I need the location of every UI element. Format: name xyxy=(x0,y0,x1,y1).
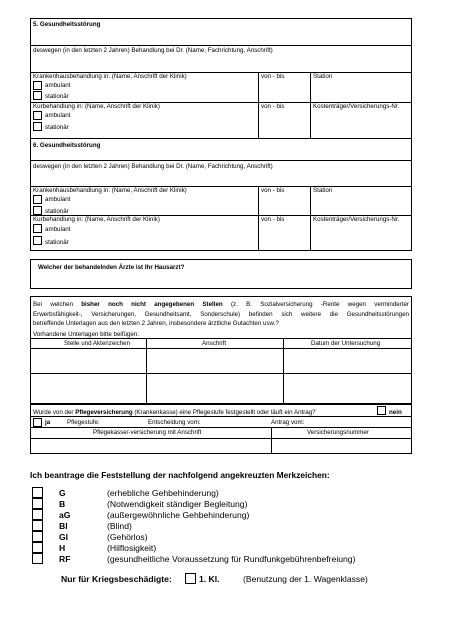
pflege-nein-checkbox[interactable] xyxy=(377,406,386,415)
pflege-stufe-label: Pflegestufe: xyxy=(67,419,100,426)
merkzeichen-b-code: B xyxy=(59,499,66,509)
kriegsbeschaedigte-desc: (Benutzung der 1. Wagenklasse) xyxy=(243,574,368,584)
merkzeichen-g-checkbox[interactable] xyxy=(32,487,43,498)
merkzeichen-gl-desc: (Gehörlos) xyxy=(107,532,148,542)
merkzeichen-b-checkbox[interactable] xyxy=(32,498,43,509)
merkzeichen-rf-code: RF xyxy=(59,554,71,564)
s6-stationaer-label-1: stationär xyxy=(45,208,69,215)
section-5-header: 5. Gesundheitsstörung xyxy=(33,21,101,28)
merkzeichen-rf-checkbox[interactable] xyxy=(32,553,43,564)
s6-ambulant-checkbox-2[interactable] xyxy=(33,224,42,233)
s6-kosten-label: Kostenträger/Versicherungs-Nr. xyxy=(313,216,400,223)
stellen-beifuegen: Vorhandene Unterlagen bitte beifügen: xyxy=(33,331,139,338)
s6-kur-label: Kurbehandlung in: (Name, Anschrift der Klinik) xyxy=(33,216,160,223)
s6-ambulant-label-1: ambulant xyxy=(45,196,71,203)
pflege-versnr-header: Versicherungsnummer xyxy=(307,429,369,436)
stellen-col-header-3: Datum der Untersuchung xyxy=(311,340,381,347)
s5-hospital-label: Krankenhausbehandlung in: (Name, Anschrift der Klinik) xyxy=(33,73,187,80)
section-6-box xyxy=(30,138,412,251)
stellen-paragraph: Bei welchen bisher noch nicht angegebenen Stellen (z. B. Sozialversicherung -Rente wegen verminderter Erwerbsfähigkeit-, Versicherungen, Gesundheitsamt, Sonderschule) befinden sich weitere die Gesundheitsstörungen betreffende Unterlagen aus den letzten 2 Jahren, insbesondere ärztliche Gutachten usw.? xyxy=(33,301,409,328)
s6-ambulant-checkbox-1[interactable] xyxy=(33,195,42,204)
s6-von-bis-2: von - bis xyxy=(261,216,285,223)
merkzeichen-h-code: H xyxy=(59,543,66,553)
pflege-nein-label: nein xyxy=(389,409,402,416)
s6-stationaer-checkbox-1[interactable] xyxy=(33,206,42,215)
s6-stationaer-label-2: stationär xyxy=(45,239,69,246)
s5-stationaer-label-1: stationär xyxy=(45,93,69,100)
s5-ambulant-checkbox-2[interactable] xyxy=(33,111,42,120)
merkzeichen-b-desc: (Notwendigkeit ständiger Begleitung) xyxy=(107,499,248,509)
s5-von-bis-1: von - bis xyxy=(261,73,285,80)
s5-ambulant-label-1: ambulant xyxy=(45,82,71,89)
hausarzt-question: Welcher der behandelnden Ärzte ist Ihr Hausarzt? xyxy=(38,264,185,271)
s5-ambulant-label-2: ambulant xyxy=(45,112,71,119)
merkzeichen-h-checkbox[interactable] xyxy=(32,542,43,553)
s6-hospital-label: Krankenhausbehandlung in: (Name, Anschrift der Klinik) xyxy=(33,187,187,194)
pflege-antrag-label: Antrag vom: xyxy=(271,419,305,426)
kriegsbeschaedigte-label: Nur für Kriegsbeschädigte: xyxy=(61,574,172,584)
merkzeichen-ag-code: aG xyxy=(59,510,71,520)
kriegsbeschaedigte-code: 1. Kl. xyxy=(199,574,220,584)
s5-stationaer-checkbox-2[interactable] xyxy=(33,122,42,131)
merkzeichen-ag-checkbox[interactable] xyxy=(32,509,43,520)
merkzeichen-title: Ich beantrage die Feststellung der nachfolgend angekreuzten Merkzeichen: xyxy=(30,470,330,480)
s6-von-bis-1: von - bis xyxy=(261,187,285,194)
merkzeichen-bl-desc: (Blind) xyxy=(107,521,132,531)
merkzeichen-bl-checkbox[interactable] xyxy=(32,520,43,531)
s6-stationaer-checkbox-2[interactable] xyxy=(33,236,42,245)
merkzeichen-gl-checkbox[interactable] xyxy=(32,531,43,542)
stellen-col-header-2: Anschrift xyxy=(202,340,227,347)
merkzeichen-bl-code: Bl xyxy=(59,521,68,531)
section-6-header: 6. Gesundheitsstörung xyxy=(33,142,101,149)
pflege-ja-checkbox[interactable] xyxy=(33,418,42,427)
merkzeichen-rf-desc: (gesundheitliche Voraussetzung für Rundfunkgebührenbefreiung) xyxy=(107,554,356,564)
s6-treatment-label: deswegen (in den letzten 2 Jahren) Behandlung bei Dr. (Name, Fachrichtung, Anschrift) xyxy=(33,163,273,170)
s5-kur-label: Kurbehandlung in: (Name, Anschrift der Klinik) xyxy=(33,103,160,110)
pflege-ja-label: ja xyxy=(45,419,51,426)
s6-ambulant-label-2: ambulant xyxy=(45,226,71,233)
s6-station-label: Station xyxy=(313,187,333,194)
pflege-question: Wurde von der Pflegeversicherung (Krankenkasse) eine Pflegestufe festgestellt oder läuft ein Antrag? xyxy=(33,409,316,416)
s5-von-bis-2: von - bis xyxy=(261,103,285,110)
kriegsbeschaedigte-checkbox[interactable] xyxy=(185,573,196,584)
s5-treatment-label: deswegen (in den letzten 2 Jahren) Behandlung bei Dr. (Name, Fachrichtung, Anschrift) xyxy=(33,47,273,54)
s5-station-label: Station xyxy=(313,73,333,80)
merkzeichen-g-desc: (erhebliche Gehbehinderung) xyxy=(107,488,219,498)
merkzeichen-gl-code: Gl xyxy=(59,532,69,542)
s5-kosten-label: Kostenträger/Versicherungs-Nr. xyxy=(313,103,400,110)
merkzeichen-h-desc: (Hilflosigkeit) xyxy=(107,543,157,553)
stellen-col-header-1: Stelle und Aktenzeichen xyxy=(64,340,131,347)
s5-ambulant-checkbox-1[interactable] xyxy=(33,81,42,90)
merkzeichen-ag-desc: (außergewöhnliche Gehbehinderung) xyxy=(107,510,250,520)
s5-stationaer-checkbox-1[interactable] xyxy=(33,91,42,100)
s5-stationaer-label-2: stationär xyxy=(45,124,69,131)
pflege-kasse-header: Pflegekasse/-versicherung mit Anschrift xyxy=(93,429,202,436)
merkzeichen-g-code: G xyxy=(59,488,66,498)
pflege-entscheidung-label: Entscheidung vom: xyxy=(148,419,201,426)
